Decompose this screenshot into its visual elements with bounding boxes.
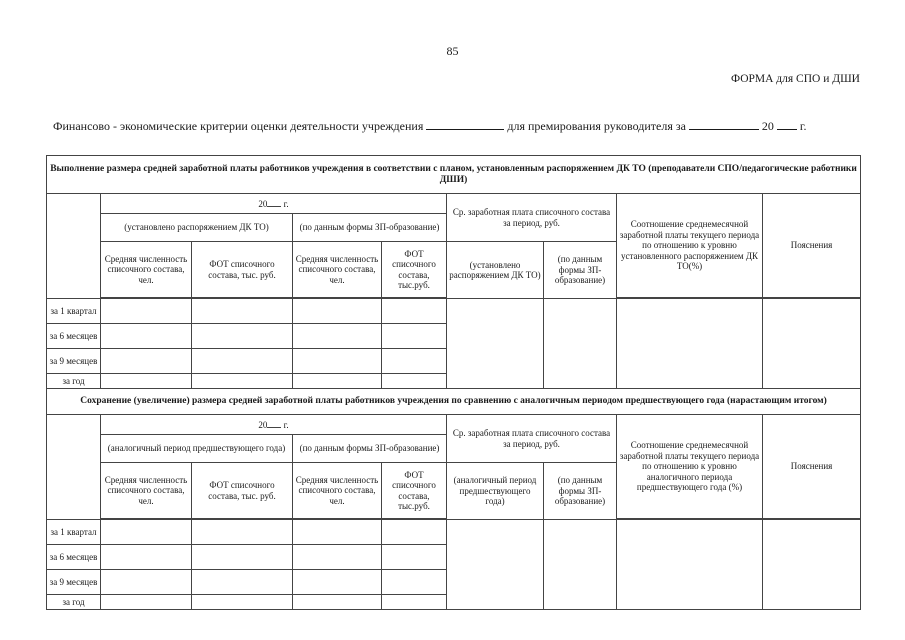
data-cell	[192, 324, 293, 349]
section-2-group-1: (аналогичный период предшествующего года)	[101, 435, 293, 463]
data-cell	[763, 299, 861, 389]
data-cell	[101, 374, 192, 389]
data-cell	[382, 545, 447, 570]
row-label: за 1 квартал	[47, 520, 101, 545]
section-2-year: 20 г.	[101, 415, 447, 435]
data-cell	[192, 299, 293, 324]
data-cell	[192, 570, 293, 595]
data-cell	[192, 520, 293, 545]
data-cell	[293, 374, 382, 389]
data-cell	[382, 374, 447, 389]
data-cell	[617, 299, 763, 389]
data-cell	[101, 545, 192, 570]
data-cell	[382, 324, 447, 349]
section-2-salary-header: Ср. заработная плата списочного состава за период, руб.	[447, 415, 617, 463]
data-cell	[763, 520, 861, 610]
fot-header: ФОТ списочного состава, тыс.руб.	[382, 242, 447, 298]
fot-header: ФОТ списочного состава, тыс. руб.	[192, 463, 293, 519]
row-label: за 6 месяцев	[47, 324, 101, 349]
title-part-1: Финансово - экономические критерии оценки деятельности учреждения	[53, 119, 424, 133]
data-cell	[101, 595, 192, 610]
data-cell	[101, 520, 192, 545]
row-label: за 6 месяцев	[47, 545, 101, 570]
row-label: за год	[47, 374, 101, 389]
section-1-title: Выполнение размера средней заработной платы работников учреждения в соответствии с планом, установленным распоряжением ДК ТО (преподаватели СПО/педагогические работники ДШИ)	[47, 156, 861, 194]
criteria-table	[46, 155, 861, 610]
data-cell	[101, 324, 192, 349]
title-part-4: г.	[799, 119, 807, 133]
data-cell	[192, 545, 293, 570]
data-cell	[544, 520, 617, 610]
title-part-3: 20	[761, 119, 774, 133]
row-label-header	[47, 415, 101, 520]
title-part-2: для премирования руководителя за	[507, 119, 686, 133]
fot-header: ФОТ списочного состава, тыс.руб.	[382, 463, 447, 519]
data-cell	[382, 299, 447, 324]
institution-blank	[426, 117, 504, 130]
data-cell	[293, 570, 382, 595]
row-label: за 9 месяцев	[47, 570, 101, 595]
data-cell	[382, 349, 447, 374]
section-2-notes-header: Пояснения	[763, 415, 861, 519]
section-2-group-2: (по данным формы ЗП-образование)	[293, 435, 447, 463]
data-cell	[192, 595, 293, 610]
form-title	[53, 117, 806, 134]
data-cell	[101, 299, 192, 324]
data-cell	[192, 374, 293, 389]
year-blank	[777, 117, 797, 130]
headcount-header: Средняя численность списочного состава, чел.	[293, 242, 382, 298]
data-cell	[293, 545, 382, 570]
data-cell	[382, 520, 447, 545]
data-cell	[293, 349, 382, 374]
data-cell	[382, 570, 447, 595]
section-1-salary-header: Ср. заработная плата списочного состава за период, руб.	[447, 194, 617, 242]
period-blank	[689, 117, 759, 130]
section-1-group-1: (установлено распоряжением ДК ТО)	[101, 214, 293, 242]
section-2-title: Сохранение (увеличение) размера средней заработной платы работников учреждения по сравнению с аналогичным периодом предшествующего года (нарастающим итогом)	[47, 389, 861, 415]
data-cell	[101, 570, 192, 595]
fot-header: ФОТ списочного состава, тыс. руб.	[192, 242, 293, 298]
form-code: ФОРМА для СПО и ДШИ	[730, 73, 860, 85]
data-cell	[617, 520, 763, 610]
row-label: за год	[47, 595, 101, 610]
section-1-ratio-header: Соотношение среднемесячной заработной платы текущего периода по отношению к уровню установленного распоряжением ДК ТО(%)	[617, 194, 763, 298]
data-cell	[382, 595, 447, 610]
data-cell	[293, 299, 382, 324]
data-cell	[293, 595, 382, 610]
data-cell	[447, 299, 544, 389]
headcount-header: Средняя численность списочного состава, чел.	[101, 242, 192, 298]
section-1-year: 20 г.	[101, 194, 447, 214]
data-cell	[544, 299, 617, 389]
data-cell	[192, 349, 293, 374]
data-cell	[101, 349, 192, 374]
headcount-header: Средняя численность списочного состава, чел.	[293, 463, 382, 519]
section-2-ratio-header: Соотношение среднемесячной заработной платы текущего периода по отношению к уровню аналогичного периода предшествующего года (%)	[617, 415, 763, 519]
row-label: за 9 месяцев	[47, 349, 101, 374]
section-2-salary-col-1: (аналогичный период предшествующего года)	[447, 463, 544, 520]
section-1-group-2: (по данным формы ЗП-образование)	[293, 214, 447, 242]
section-2-salary-col-2: (по данным формы ЗП-образование)	[544, 463, 617, 520]
section-1-notes-header: Пояснения	[763, 194, 861, 298]
data-cell	[447, 520, 544, 610]
headcount-header: Средняя численность списочного состава, чел.	[101, 463, 192, 519]
section-1-salary-col-2: (по данным формы ЗП-образование)	[544, 242, 617, 299]
data-cell	[293, 324, 382, 349]
page-number: 85	[446, 44, 459, 58]
section-1-salary-col-1: (установлено распоряжением ДК ТО)	[447, 242, 544, 299]
data-cell	[293, 520, 382, 545]
row-label-header	[47, 194, 101, 299]
row-label: за 1 квартал	[47, 299, 101, 324]
